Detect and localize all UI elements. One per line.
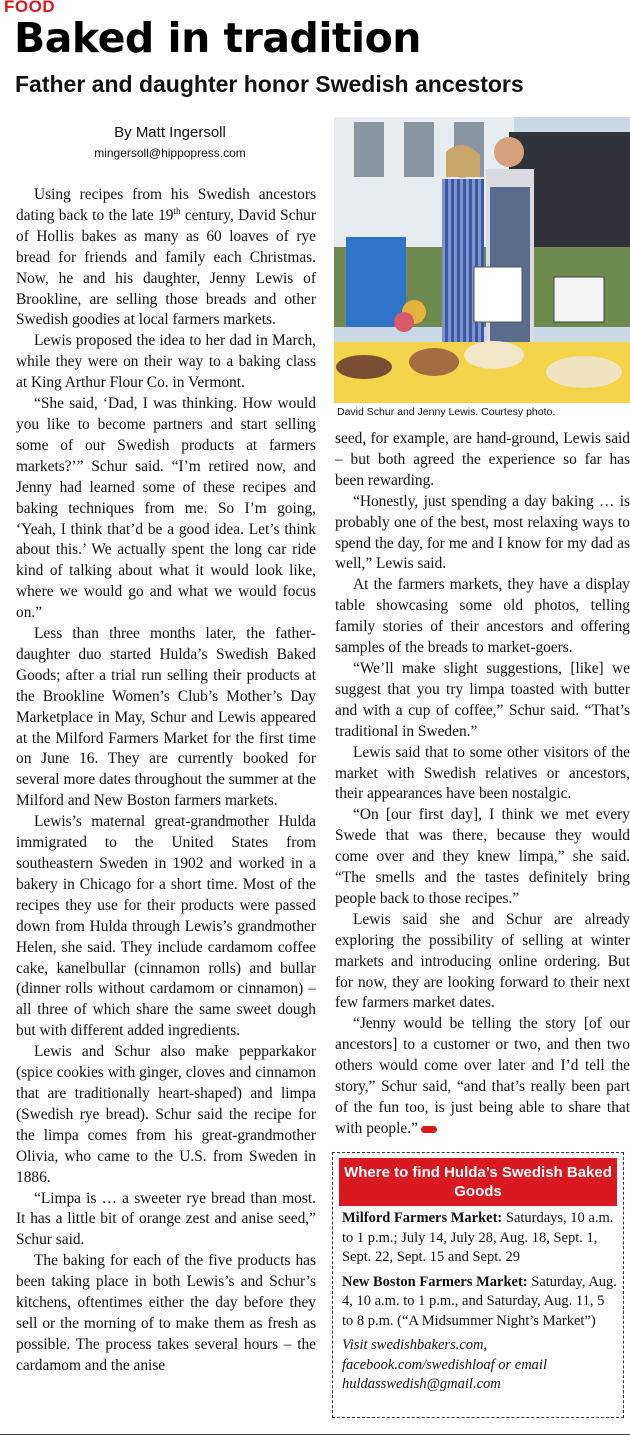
photo-chair xyxy=(346,237,406,327)
subheadline: Father and daughter honor Swedish ancestors xyxy=(15,71,524,97)
article-paragraph: The baking for each of the five products has been taking place in both Lewis’s and Schur’s kitchens, oftentimes either the day before they sell or the morning of to make them as fresh as possible. The process takes several hours – the cardamom and the anise xyxy=(16,1252,316,1374)
article-column-left xyxy=(16,185,316,1377)
newboston-market-details: Saturday, Aug. 4, 10 a.m. to 1 p.m., and Saturday, Aug. 11, 5 to 8 p.m. (“A Midsummer Night’s Market”) xyxy=(342,1273,617,1329)
photo-jenny-apron-stripes xyxy=(442,179,484,349)
photo-window xyxy=(354,122,384,177)
photo-flowers xyxy=(394,312,414,332)
photo-david-head xyxy=(494,137,524,167)
photo-window xyxy=(404,122,434,177)
article-paragraph-last xyxy=(335,1014,630,1139)
photo-sign xyxy=(474,267,522,322)
info-box xyxy=(332,1152,624,1418)
newboston-market-name: New Boston Farmers Market: xyxy=(342,1273,528,1290)
article-paragraph: “She said, ‘Dad, I was thinking. How would you like to become partners and start selling some of our Swedish products at farmers markets?’” Schur said. “I’m retired now, and Jenny had learned some of these recipes and baking techniques from me. So I’m going, ‘Yeah, I think that’d be a good idea. Let’s think about this.’ We actually spent the long car ride kind of talking about what it would look like, where we would go and what we would focus on.” xyxy=(16,395,316,622)
milford-market-entry xyxy=(342,1209,618,1268)
article-paragraph: “Limpa is … a sweeter rye bread than most. It has a little bit of orange zest and anise seed,” Schur said. xyxy=(16,1189,316,1249)
milford-market-details: Saturdays, 10 a.m. to 1 p.m.; July 14, July 28, Aug. 18, Sept. 1, Sept. 22, Sept. 15 and Sept. 29 xyxy=(342,1210,614,1265)
article-paragraph: “We’ll make slight suggestions, [like] we suggest that you try limpa toasted with butter and with a cup of coffee,” Schur said. “That’s traditional in Sweden.” xyxy=(335,659,630,740)
footer-rule xyxy=(0,1434,630,1435)
article-paragraph: “On [our first day], I think we met every Swede that was there, because they would come over and they knew limpa,” she said. “The smells and the tastes definitely bring people back to those recipes.” xyxy=(335,806,630,907)
article-paragraph: “Honestly, just spending a day baking … is probably one of the best, most relaxing ways to spend the day, for me and I know for my dad as well,” Lewis said. xyxy=(335,492,630,573)
photo-bread xyxy=(336,355,392,379)
article-photo xyxy=(334,117,630,403)
article-paragraph: Lewis’s maternal great-grandmother Hulda immigrated to the United States from southeastern Sweden in 1902 and worked in a bakery in Chicago for a short time. Most of the recipes they use for their products were passed down from Hulda through Lewis’s grandmother Helen, she said. They include cardamom coffee cake, kanelbullar (cinnamon rolls) and bullar (dinner rolls without cardamom or cinnamon) – all three of which share the same sweet dough but with different added ingredients. xyxy=(16,813,316,1040)
article-column-right xyxy=(335,429,630,1140)
article-paragraph: seed, for example, are hand-ground, Lewis said – but both agreed the experience so far has been rewarding. xyxy=(335,430,630,489)
byline-author: By Matt Ingersoll xyxy=(114,124,226,141)
photo-bread xyxy=(409,348,459,376)
article-paragraph: At the farmers markets, they have a display table showcasing some old photos, telling family stories of their ancestors and offering samples of the breads to market-goers. xyxy=(335,576,630,657)
info-box-title: Where to find Hulda’s Swedish Baked Goods xyxy=(339,1158,617,1206)
end-mark-icon xyxy=(421,1126,437,1133)
photo-coffee-cake xyxy=(546,356,622,388)
contact-info: Visit swedishbakers.com, facebook.com/swedishloaf or email huldasswedish@gmail.com xyxy=(342,1337,547,1392)
article-paragraph: Lewis proposed the idea to her dad in March, while they were on their way to a baking class at King Arthur Flour Co. in Vermont. xyxy=(16,332,316,392)
article-paragraph: Lewis said she and Schur are already exploring the possibility of selling at winter markets and introducing online ordering. But for now, they are looking forward to their next few farmers market dates. xyxy=(335,910,630,1012)
photo-old-photos xyxy=(554,277,604,322)
headline: Baked in tradition xyxy=(14,14,421,62)
byline-email: mingersoll@hippopress.com xyxy=(94,146,246,160)
section-label: FOOD xyxy=(4,0,56,16)
photo-rolls xyxy=(464,341,524,369)
milford-market-name: Milford Farmers Market: xyxy=(342,1210,503,1226)
article-paragraph: Using recipes from his Swedish ancestors dating back to the late 19th century, David Schur of Hollis bakes as many as 60 loaves of rye bread for friends and family each Christmas. Now, he and his daughter, Jenny Lewis of Brookline, are selling those breads and other Swedish goodies at local farmers markets. xyxy=(16,186,317,329)
article-paragraph: Less than three months later, the father-daughter duo started Hulda’s Swedish Baked Goods; after a trial run selling their products at the Brookline Women’s Club’s Mother’s Day Marketplace in May, Schur and Lewis appeared at the Milford Farmers Market for the first time on June 16. They are currently booked for several more dates throughout the summer at the Milford and New Boston farmers markets. xyxy=(16,625,316,810)
article-paragraph: Lewis said that to some other visitors of the market with Swedish relatives or ancestors, their appearances have been nostalgic. xyxy=(335,743,630,803)
info-box-body xyxy=(342,1209,618,1395)
article-paragraph: Lewis and Schur also make pepparkakor (spice cookies with ginger, cloves and cinnamon that are traditionally heart-shaped) and limpa (Swedish rye bread). Schur said the recipe for the limpa comes from his great-grandmother Olivia, who came to the U.S. from Sweden in 1886. xyxy=(16,1043,316,1186)
photo-caption: David Schur and Jenny Lewis. Courtesy photo. xyxy=(337,406,556,418)
last-paragraph-text: “Jenny would be telling the story [of our ancestors] to a customer or two, and then two others would come over later and I’d tell the story,” Schur said, “and that’s really been part of the fun too, is just being able to share that with people.” xyxy=(335,1015,630,1137)
newboston-market-entry xyxy=(342,1273,618,1332)
